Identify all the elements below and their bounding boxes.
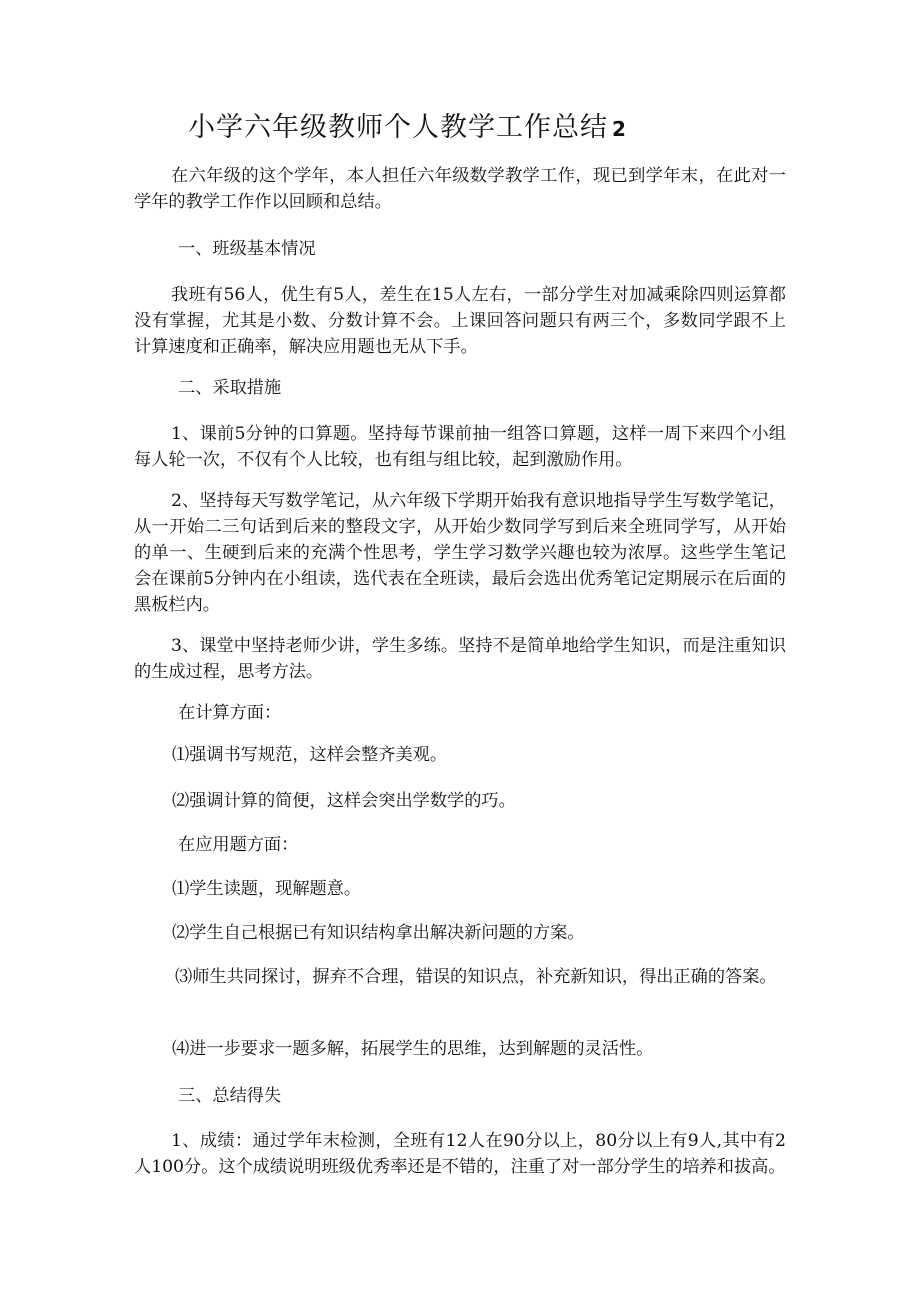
measure-paragraph-3: 3、课堂中坚持老师少讲，学生多练。坚持不是简单地给学生知识，而是注重知识的生成过程，思考方法。 bbox=[134, 636, 786, 682]
title-number: 2 bbox=[612, 117, 627, 141]
calc-item-1: ⑴强调书写规范，这样会整齐美观。 bbox=[172, 745, 448, 765]
section3-heading: 三、总结得失 bbox=[178, 1086, 282, 1106]
measure-paragraph-1: 1、课前5分钟的口算题。坚持每节课前抽一组答口算题，这样一周下来四个小组每人轮一次，不仅有个人比较，也有组与组比较，起到激励作用。 bbox=[134, 424, 786, 470]
calc-heading: 在计算方面： bbox=[178, 703, 282, 723]
section1-heading: 一、班级基本情况 bbox=[178, 239, 316, 259]
app-item-3: ⑶师生共同探讨，摒弃不合理，错误的知识点，补充新知识，得出正确的答案。 bbox=[175, 967, 777, 987]
app-item-4: ⑷进一步要求一题多解，拓展学生的思维，达到解题的灵活性。 bbox=[172, 1039, 654, 1059]
section2-heading: 二、采取措施 bbox=[178, 378, 282, 398]
intro-paragraph: 在六年级的这个学年，本人担任六年级数学教学工作，现已到学年末，在此对一学年的教学工作作以回顾和总结。 bbox=[134, 166, 786, 212]
app-item-2: ⑵学生自己根据已有知识结构拿出解决新问题的方案。 bbox=[172, 923, 585, 943]
section3-paragraph: 1、成绩：通过学年末检测，全班有12人在90分以上，80分以上有9人,其中有2人100分。这个成绩说明班级优秀率还是不错的，注重了对一部分学生的培养和拔高。 bbox=[134, 1131, 786, 1177]
section1-paragraph: 我班有56人，优生有5人，差生在15人左右，一部分学生对加减乘除四则运算都没有掌握，尤其是小数、分数计算不会。上课回答问题只有两三个，多数同学跟不上计算速度和正确率，解决应用题也无从下手。 bbox=[134, 285, 786, 357]
document-title bbox=[188, 110, 627, 147]
title-text: 小学六年级教师个人教学工作总结 bbox=[188, 112, 608, 143]
measure-paragraph-2: 2、坚持每天写数学笔记，从六年级下学期开始我有意识地指导学生写数学笔记，从一开始二三句话到后来的整段文字，从开始少数同学写到后来全班同学写，从开始的单一、生硬到后来的充满个性思考，学生学习数学兴趣也较为浓厚。这些学生笔记会在课前5分钟内在小组读，选代表在全班读，最后会选出优秀笔记定期展示在后面的黑板栏内。 bbox=[134, 491, 786, 615]
calc-item-2: ⑵强调计算的简便，这样会突出学数学的巧。 bbox=[172, 791, 516, 811]
app-heading: 在应用题方面： bbox=[178, 835, 299, 855]
app-item-1: ⑴学生读题，现解题意。 bbox=[172, 879, 362, 899]
